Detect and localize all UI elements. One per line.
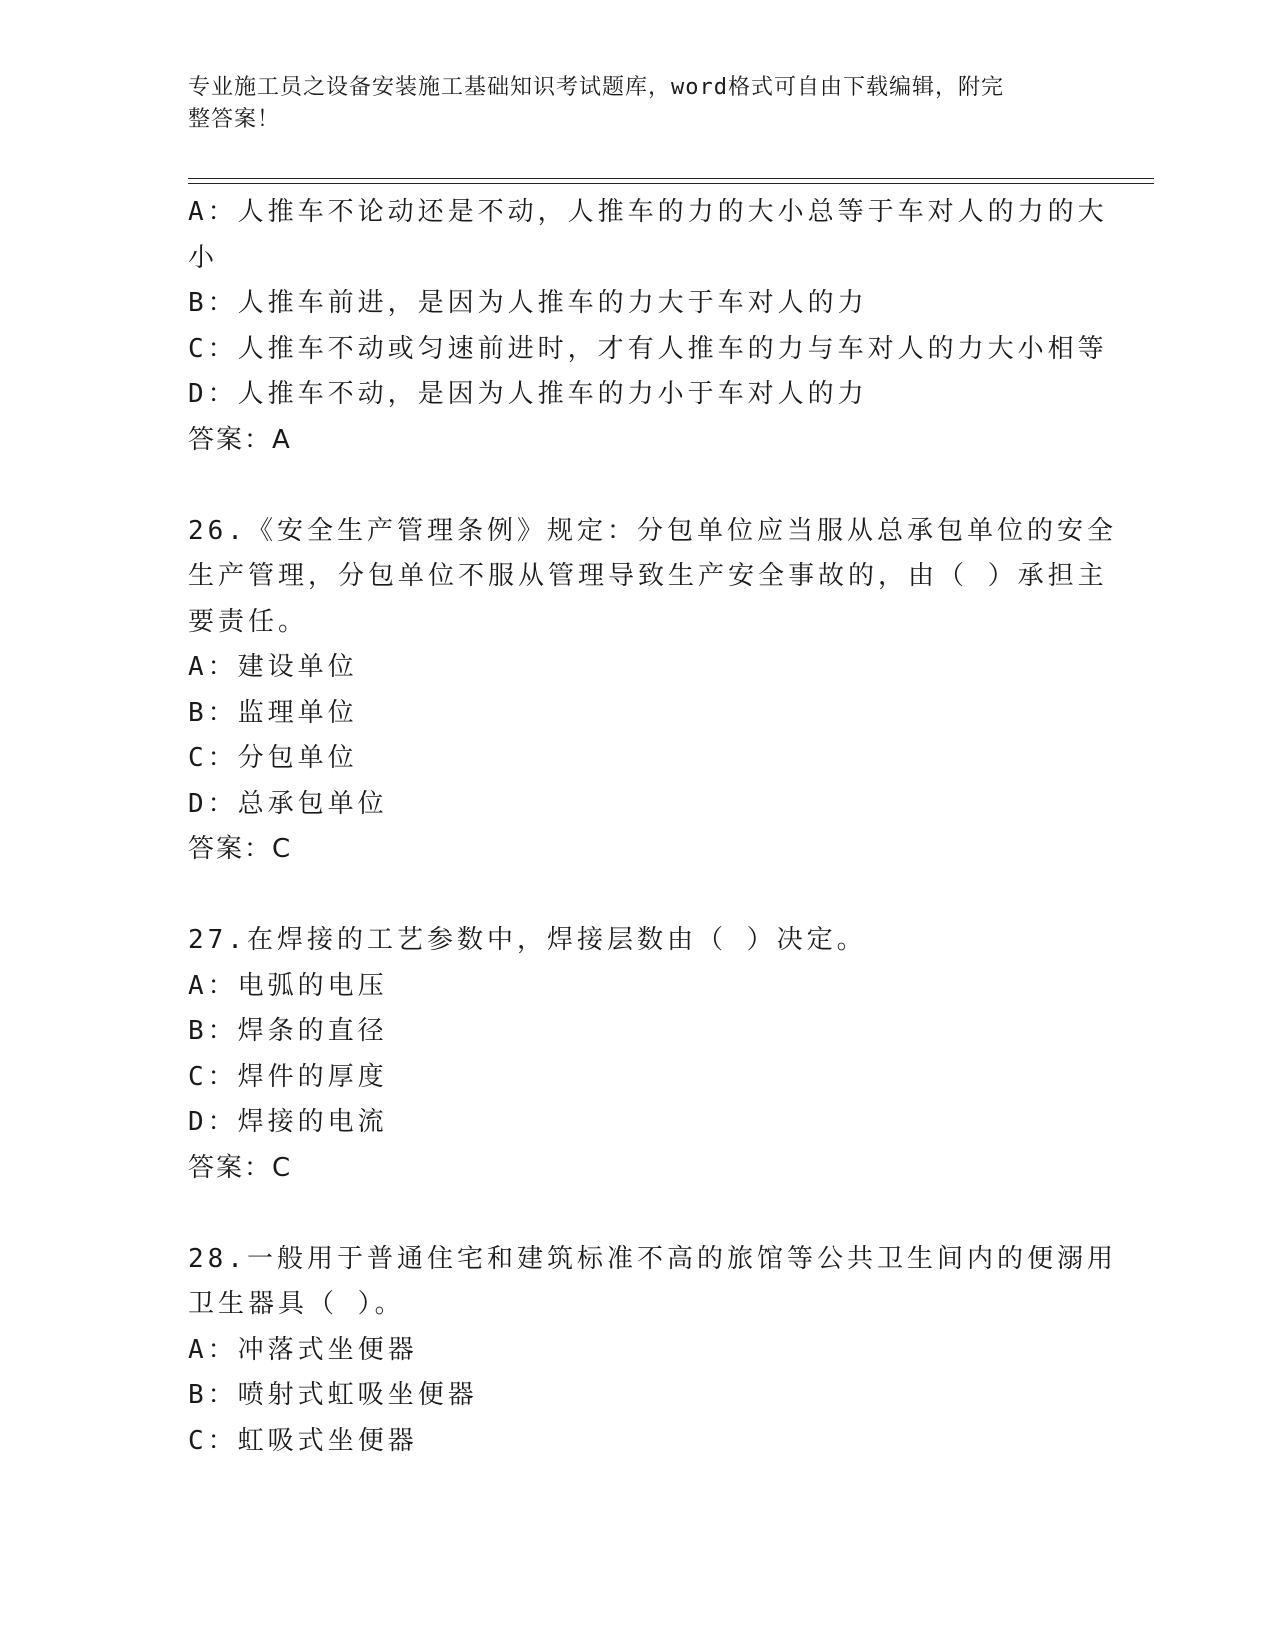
option-d: D：总承包单位	[188, 788, 388, 819]
option-a: A：建设单位	[188, 652, 358, 682]
question-content	[188, 190, 1117, 1464]
header-rule-top	[188, 178, 1154, 179]
option-c: C：人推车不动或匀速前进时，才有人推车的力与车对人的力大小相等	[188, 333, 1108, 364]
question-text-line-1: 27.在焊接的工艺参数中，焊接层数由（ ）决定。	[188, 925, 867, 955]
spacer	[188, 1191, 1088, 1237]
question-block-26	[188, 509, 1117, 873]
option-a: A：电弧的电压	[188, 970, 388, 1001]
question-text-line-1: 26.《安全生产管理条例》规定：分包单位应当服从总承包单位的安全	[188, 515, 1117, 546]
option-a-line-1: A：人推车不论动还是不动，人推车的力的大小总等于车对人的力的大	[188, 197, 1108, 227]
option-b: B：人推车前进，是因为人推车的力大于车对人的力	[188, 288, 868, 318]
option-c: C：分包单位	[188, 743, 358, 773]
question-text-line-2: 生产管理，分包单位不服从管理导致生产安全事故的，由（ ）承担主	[188, 561, 1108, 591]
option-a-line-2: 小	[188, 242, 219, 273]
option-d: D：人推车不动，是因为人推车的力小于车对人的力	[188, 379, 868, 409]
option-d: D：焊接的电流	[188, 1107, 388, 1137]
question-block-27	[188, 918, 1088, 1191]
option-c: C：焊件的厚度	[188, 1061, 388, 1092]
answer: 答案：C	[188, 1152, 293, 1183]
spacer	[188, 873, 1088, 919]
document-header	[188, 72, 1068, 136]
option-c: C：虹吸式坐便器	[188, 1425, 418, 1456]
header-line-1: 专业施工员之设备安装施工基础知识考试题库，word格式可自由下载编辑，附完	[188, 75, 1004, 100]
question-block-28	[188, 1237, 1117, 1465]
option-b: B：喷射式虹吸坐便器	[188, 1380, 478, 1410]
answer: 答案：A	[188, 424, 292, 455]
question-block-25	[188, 190, 1108, 463]
option-b: B：焊条的直径	[188, 1016, 388, 1046]
header-rule-bottom	[188, 183, 1154, 184]
spacer	[188, 463, 1088, 509]
question-text-line-1: 28.一般用于普通住宅和建筑标准不高的旅馆等公共卫生间内的便溺用	[188, 1243, 1117, 1274]
question-text-line-2: 卫生器具（ ）。	[188, 1289, 405, 1319]
question-text-line-3: 要责任。	[188, 606, 309, 637]
option-a: A：冲落式坐便器	[188, 1334, 418, 1365]
header-line-2: 整答案！	[188, 107, 281, 132]
answer: 答案：C	[188, 834, 293, 864]
option-b: B：监理单位	[188, 697, 358, 728]
